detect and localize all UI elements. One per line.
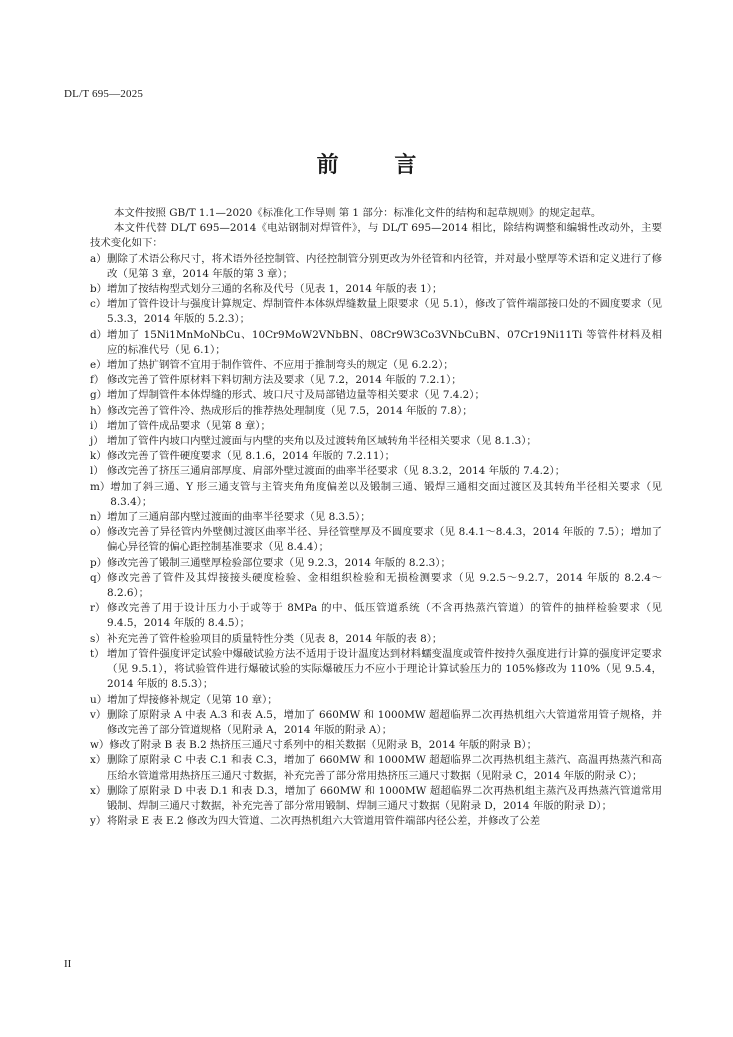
changes-list xyxy=(90,252,662,830)
list-item xyxy=(90,784,662,814)
list-item xyxy=(90,632,662,647)
intro-paragraph: 本文件按照 GB/T 1.1—2020《标准化工作导则 第 1 部分：标准化文件的结构和起草规则》的规定起草。 xyxy=(114,207,602,219)
list-item-text: 增加了三通肩部内壁过渡面的曲率半径要求（见 8.3.5）； xyxy=(107,511,371,524)
list-item-label: v） xyxy=(90,708,107,721)
list-item-label: t） xyxy=(90,647,105,660)
list-item-label: e） xyxy=(90,359,107,372)
list-item-label: x） xyxy=(90,754,107,767)
list-item-label: g） xyxy=(90,389,108,402)
list-item-label: o） xyxy=(90,526,107,539)
list-item-text: 修改完善了异径管内外壁侧过渡区曲率半径、异径管壁厚及不圆度要求（见 8.4.1～8.4.3，2014 年版的 7.5）；增加了偏心异径管的偏心距控制基准要求（见 8.4.4）； xyxy=(107,526,662,554)
list-item xyxy=(90,693,662,708)
list-item-text: 增加了管件成品要求（见第 8 章）； xyxy=(107,419,271,432)
list-item xyxy=(90,297,662,327)
list-item-text: 增加了管件设计与强度计算规定、焊制管件本体纵焊缝数量上限要求（见 5.1），修改了管件端部接口处的不圆度要求（见 5.3.3，2014 年版的 5.2.3）； xyxy=(107,298,662,326)
list-item xyxy=(90,571,662,601)
list-item-label: d） xyxy=(90,328,108,341)
list-item xyxy=(90,708,662,738)
list-item-text: 增加了焊制管件本体焊缝的形式、坡口尺寸及局部错边量等相关要求（见 7.4.2）； xyxy=(107,389,485,402)
list-item-text: 增加了 15Ni1MnMoNbCu、10Cr9MoW2VNbBN、08Cr9W3Co3VNbCuBN、07Cr19Ni11Ti 等管件材料及相应的标准代号（见 6.1）； xyxy=(107,328,662,356)
list-item-text: 修改完善了挤压三通肩部厚度、肩部外壁过渡面的曲率半径要求（见 8.3.2，2014 年版的 7.4.2）； xyxy=(107,465,566,478)
list-item xyxy=(90,814,662,829)
list-item-text: 将附录 E 表 E.2 修改为四大管道、二次再热机组六大管道用管件端部内径公差，并修改了公差 xyxy=(107,815,541,828)
list-item-text: 修改完善了用于设计压力小于或等于 8MPa 的中、低压管道系统（不含再热蒸汽管道）的管件的抽样检验要求（见 9.4.5，2014 年版的 8.4.5）； xyxy=(107,602,662,630)
list-item-text: 补充完善了管件检验项目的质量特性分类（见表 8，2014 年版的表 8）； xyxy=(107,632,443,645)
list-item-label: u） xyxy=(90,693,108,706)
list-item-text: 修改完善了管件硬度要求（见 8.1.6，2014 年版的 7.2.11）； xyxy=(107,450,396,463)
list-item-label: x） xyxy=(90,784,107,797)
list-item-text: 增加了按结构型式划分三通的名称及代号（见表 1，2014 年版的表 1）； xyxy=(107,283,443,296)
list-item xyxy=(90,738,662,753)
list-item xyxy=(90,388,662,403)
list-item xyxy=(90,373,662,388)
list-item xyxy=(90,434,662,449)
list-item-label: f） xyxy=(90,374,105,387)
list-item-text: 增加了管件内坡口内壁过渡面与内壁的夹角以及过渡转角区域转角半径相关要求（见 8.1.3）； xyxy=(107,435,537,448)
list-item xyxy=(90,328,662,358)
list-item-label: k） xyxy=(90,450,107,463)
document-code: DL/T 695—2025 xyxy=(64,88,144,100)
list-item-text: 修改完善了管件及其焊接接头硬度检验、金相组织检验和无损检测要求（见 9.2.5～9.2.7，2014 年版的 8.2.4～8.2.6）； xyxy=(107,571,662,600)
list-item-text: 修改完善了管件冷、热成形后的推荐热处理制度（见 7.5，2014 年版的 7.8）； xyxy=(107,404,473,417)
list-item-label: p） xyxy=(90,556,108,569)
list-item-text: 删除了原附录 A 中表 A.3 和表 A.5，增加了 660MW 和 1000MW 超超临界二次再热机组六大管道常用管子规格，并修改完善了部分管道规格（见附录 A，2014 年版的附录 A）； xyxy=(107,708,662,736)
list-item-text: 增加了热扩钢管不宜用于制作管件、不应用于推制弯头的规定（见 6.2.2）； xyxy=(107,359,454,372)
list-item xyxy=(90,753,662,783)
list-item-text: 增加了斜三通、Y 形三通支管与主管夹角角度偏差以及锻制三通、锻焊三通相交面过渡区及其转角半径相关要求（见 8.3.4）； xyxy=(110,480,662,508)
list-item-label: a） xyxy=(90,252,107,265)
list-item-text: 修改完善了锻制三通壁厚检验部位要求（见 9.2.3，2014 年版的 8.2.3）； xyxy=(107,556,451,569)
list-item xyxy=(90,419,662,434)
list-item-text: 删除了术语公称尺寸，将术语外径控制管、内径控制管分别更改为外径管和内径管，并对最小壁厚等术语和定义进行了修改（见第 3 章，2014 年版的第 3 章）； xyxy=(107,252,662,280)
intro-paragraph: 本文件代替 DL/T 695—2014《电站钢制对焊管件》，与 DL/T 695—2014 相比，除结构调整和编辑性改动外，主要技术变化如下： xyxy=(90,222,662,250)
list-item-label: l） xyxy=(90,465,104,478)
list-item xyxy=(90,480,662,510)
list-item-label: y） xyxy=(90,815,107,828)
list-item-label: q） xyxy=(90,571,108,584)
document-body xyxy=(90,206,662,829)
list-item-label: i） xyxy=(90,419,104,432)
list-item-label: w） xyxy=(90,739,110,752)
list-item-text: 删除了原附录 C 中表 C.1 和表 C.3，增加了 660MW 和 1000MW 超超临界二次再热机组主蒸汽、高温再热蒸汽和高压给水管道常用热挤压三通尺寸数据，补充完善了部分常用热挤压三通尺寸数据（见附录 C，2014 年版的附录 C）； xyxy=(107,754,662,782)
list-item xyxy=(90,601,662,631)
list-item xyxy=(90,449,662,464)
list-item xyxy=(90,510,662,525)
list-item xyxy=(90,556,662,571)
list-item-label: s） xyxy=(90,632,106,645)
list-item xyxy=(90,282,662,297)
page-title: 前 言 xyxy=(316,152,441,178)
list-item xyxy=(90,358,662,373)
list-item xyxy=(90,525,662,555)
list-item-label: c） xyxy=(90,298,107,311)
list-item-text: 删除了原附录 D 中表 D.1 和表 D.3，增加了 660MW 和 1000MW 超超临界二次再热机组主蒸汽及再热蒸汽管道常用锻制、焊制三通尺寸数据，补充完善了部分常用锻制、焊制三通尺寸数据（见附录 D，2014 年版的附录 D）； xyxy=(107,784,662,812)
list-item xyxy=(90,647,662,693)
list-item xyxy=(90,404,662,419)
list-item-label: h） xyxy=(90,404,108,417)
page-number: II xyxy=(64,958,72,970)
list-item-text: 增加了焊接修补规定（见第 10 章）； xyxy=(107,693,278,706)
list-item-text: 修改完善了管件原材料下料切割方法及要求（见 7.2，2014 年版的 7.2.1）； xyxy=(107,374,462,387)
list-item-label: r） xyxy=(90,602,106,615)
list-item-text: 增加了管件强度评定试验中爆破试验方法不适用于设计温度达到材料蠕变温度或管件按持久强度进行计算的强度评定要求（见 9.5.1），将试验管件进行爆破试验的实际爆破压力不应小于理论计算试验压力的 105%修改为 110%（见 9.5.4，2014 年版的 8.5.3）； xyxy=(107,647,662,691)
list-item-label: j） xyxy=(90,435,104,448)
list-item-label: b） xyxy=(90,283,108,296)
list-item-label: m） xyxy=(90,480,111,493)
list-item-label: n） xyxy=(90,511,108,524)
list-item xyxy=(90,464,662,479)
list-item-text: 修改了附录 B 表 B.2 热挤压三通尺寸系列中的相关数据（见附录 B，2014 年版的附录 B）； xyxy=(109,739,538,752)
list-item xyxy=(90,252,662,282)
